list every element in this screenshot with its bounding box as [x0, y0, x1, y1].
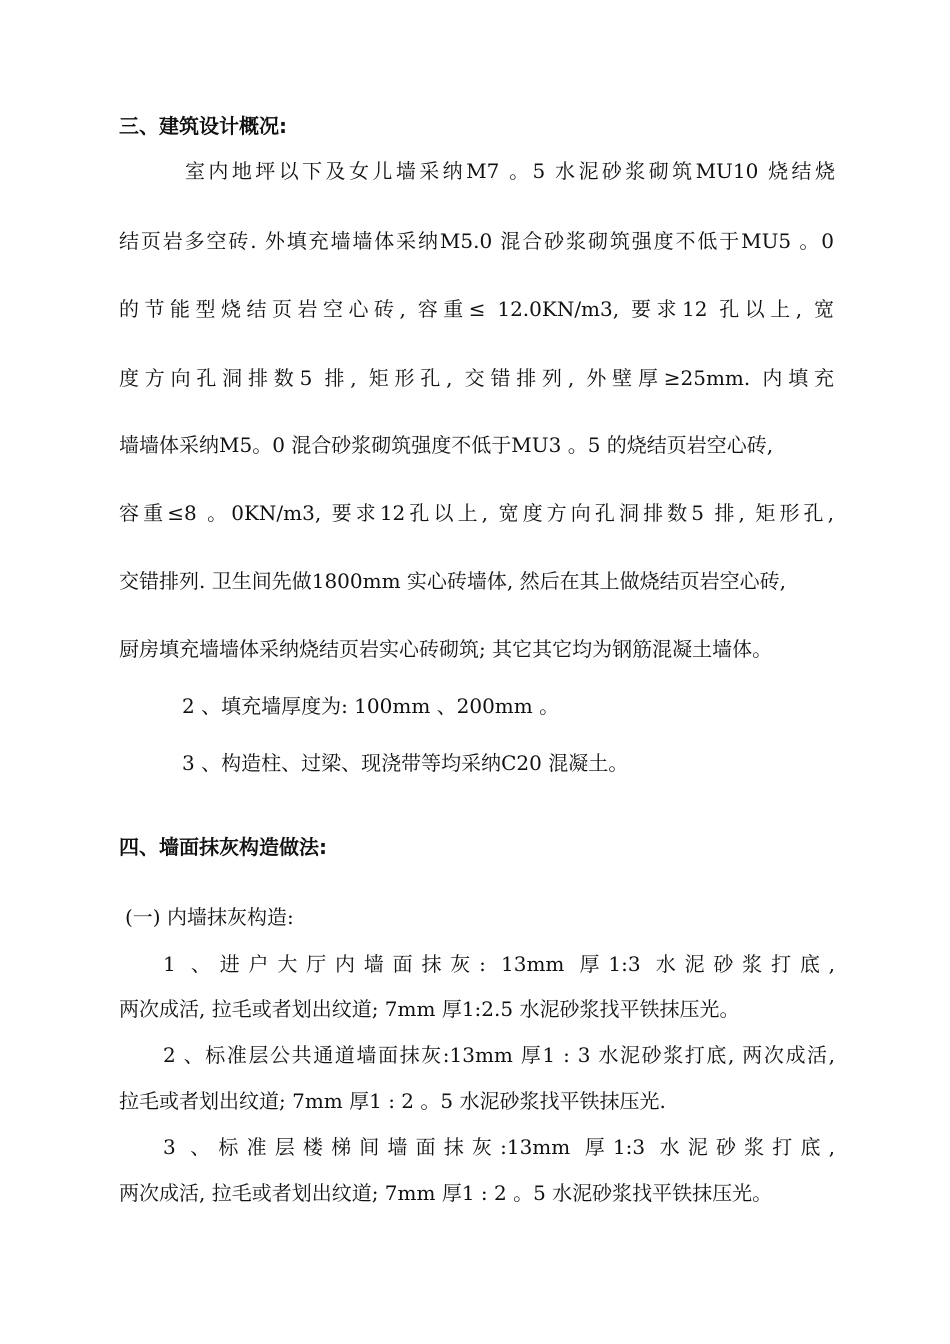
section-4-item-1-line-2: 两次成活, 拉毛或者划出纹道; 7mm 厚1:2.5 水泥砂浆找平铁抹压光。: [119, 997, 740, 1021]
section-4-heading: 四、墙面抹灰构造做法:: [119, 835, 327, 859]
section-3-paragraph-line-2: 结页岩多空砖. 外填充墙墙体采纳M5.0 混合砂浆砌筑强度不低于MU5 。0: [119, 229, 834, 253]
section-4-item-3-line-1: 3 、标准层楼梯间墙面抹灰:13mm 厚1:3 水泥砂浆打底,: [163, 1135, 835, 1159]
section-3-paragraph-line-1: 室内地坪以下及女儿墙采纳M7 。5 水泥砂浆砌筑MU10 烧结烧: [185, 159, 835, 183]
section-4-item-1-line-1: 1 、进户大厅内墙面抹灰: 13mm 厚1:3 水泥砂浆打底,: [163, 952, 835, 976]
section-3-heading: 三、建筑设计概况:: [119, 114, 287, 138]
section-4-item-3-line-2: 两次成活, 拉毛或者划出纹道; 7mm 厚1 : 2 。5 水泥砂浆找平铁抹压光。: [119, 1181, 773, 1205]
section-3-item-3: 3 、构造柱、过梁、现浇带等均采纳C20 混凝土。: [182, 751, 629, 775]
section-3-paragraph-line-6: 容重≤8 。0KN/m3, 要求12孔以上, 宽度方向孔洞排数5 排, 矩形孔,: [119, 501, 834, 525]
section-3-item-2: 2 、填充墙厚度为: 100mm 、200mm 。: [182, 694, 560, 718]
section-3-paragraph-line-3: 的节能型烧结页岩空心砖, 容重≤ 12.0KN/m3, 要求12 孔以上, 宽: [119, 297, 834, 321]
section-4-item-2-line-2: 拉毛或者划出纹道; 7mm 厚1 : 2 。5 水泥砂浆找平铁抹压光.: [119, 1089, 666, 1113]
section-4-item-2-line-1: 2 、标准层公共通道墙面抹灰:13mm 厚1 : 3 水泥砂浆打底, 两次成活,: [163, 1043, 835, 1067]
section-3-paragraph-line-5: 墙墙体采纳M5。0 混合砂浆砌筑强度不低于MU3 。5 的烧结页岩空心砖,: [119, 433, 774, 457]
section-4-subheading: (一) 内墙抹灰构造:: [125, 905, 294, 929]
section-3-paragraph-line-7: 交错排列. 卫生间先做1800mm 实心砖墙体, 然后在其上做烧结页岩空心砖,: [119, 569, 786, 593]
section-3-paragraph-line-8: 厨房填充墙墙体采纳烧结页岩实心砖砌筑; 其它其它均为钢筋混凝土墙体。: [119, 637, 773, 661]
section-3-paragraph-line-4: 度方向孔洞排数5 排, 矩形孔, 交错排列, 外壁厚≥25mm. 内填充: [119, 366, 834, 390]
